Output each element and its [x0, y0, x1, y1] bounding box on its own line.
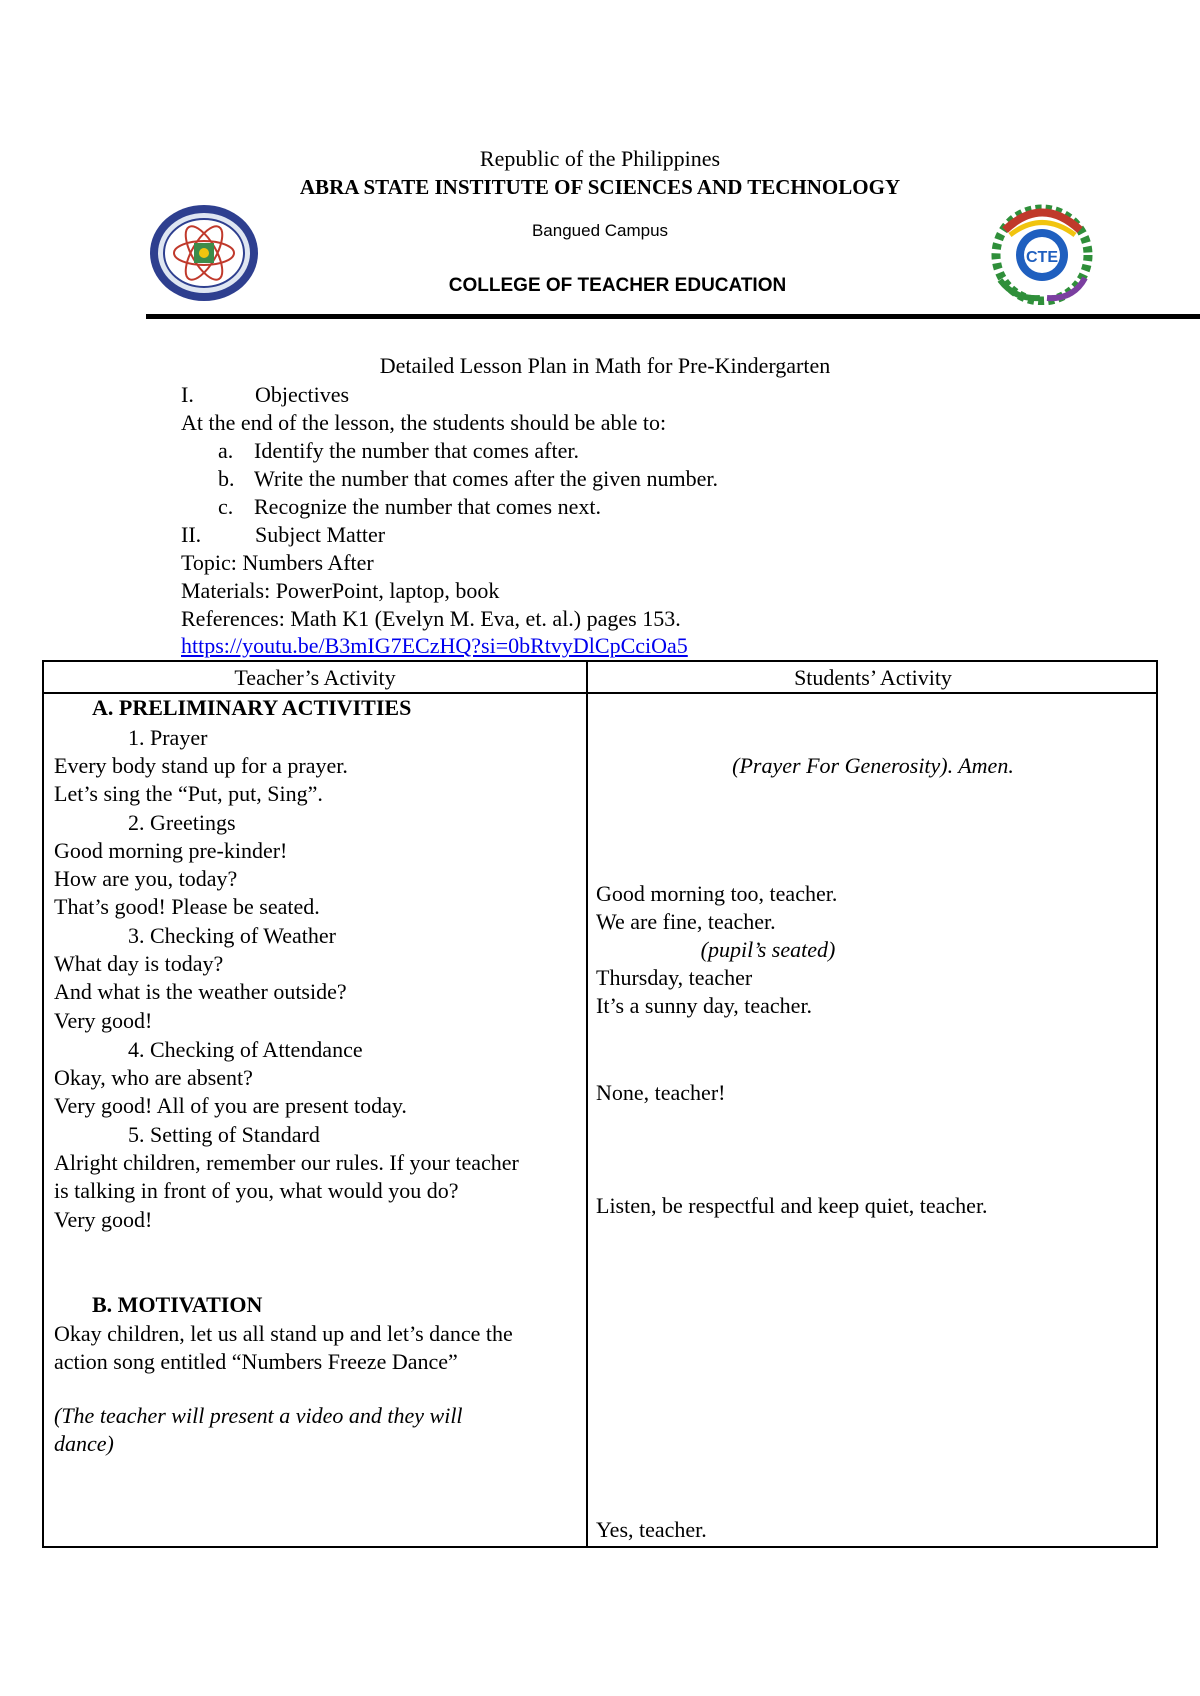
student-line: Good morning too, teacher. [596, 881, 838, 906]
objective-item [218, 438, 579, 464]
teacher-line: And what is the weather outside? [54, 979, 347, 1004]
weather-heading: 3. Checking of Weather [128, 923, 336, 948]
objective-item [218, 466, 718, 492]
header-row-divider [44, 692, 1156, 694]
teacher-line: That’s good! Please be seated. [54, 894, 320, 919]
student-note: (pupil’s seated) [700, 937, 836, 962]
student-line: Listen, be respectful and keep quiet, teacher. [596, 1193, 988, 1218]
teacher-line: action song entitled “Numbers Freeze Dance” [54, 1349, 458, 1374]
prayer-heading: 1. Prayer [128, 725, 208, 750]
teacher-line: Alright children, remember our rules. If your teacher [54, 1150, 519, 1175]
objective-text: Identify the number that comes after. [254, 438, 579, 463]
cte-logo-icon [985, 200, 1100, 305]
objective-letter: c. [218, 494, 234, 519]
objectives-numeral: I. [181, 382, 194, 407]
teacher-note: dance) [54, 1431, 114, 1456]
teacher-line: Very good! All of you are present today. [54, 1093, 407, 1118]
objective-item [218, 494, 601, 520]
section-b-heading: B. MOTIVATION [92, 1292, 263, 1317]
attendance-heading: 4. Checking of Attendance [128, 1037, 363, 1062]
college-name: COLLEGE OF TEACHER EDUCATION [448, 275, 787, 296]
teacher-line: Very good! [54, 1207, 153, 1232]
objectives-heading-text: Objectives [255, 382, 350, 407]
teacher-line: Every body stand up for a prayer. [54, 753, 348, 778]
institute-name: ABRA STATE INSTITUTE OF SCIENCES AND TECHNOLOGY [299, 175, 901, 199]
greetings-heading: 2. Greetings [128, 810, 236, 835]
objective-text: Write the number that comes after the given number. [254, 466, 719, 491]
objective-letter: a. [218, 438, 234, 463]
teacher-line: Good morning pre-kinder! [54, 838, 288, 863]
topic-line: Topic: Numbers After [181, 550, 374, 575]
materials-line: Materials: PowerPoint, laptop, book [181, 578, 500, 603]
teacher-line: Very good! [54, 1008, 153, 1033]
teacher-line: What day is today? [54, 951, 224, 976]
references-line: References: Math K1 (Evelyn M. Eva, et. al.) pages 153. [181, 606, 681, 631]
subject-matter-heading [181, 522, 385, 548]
subject-matter-heading-text: Subject Matter [255, 522, 386, 547]
activity-table [42, 660, 1158, 1548]
objectives-heading [181, 382, 349, 408]
section-a-heading: A. PRELIMINARY ACTIVITIES [92, 695, 412, 720]
campus-name: Bangued Campus [531, 221, 669, 240]
subject-matter-numeral: II. [181, 522, 202, 547]
school-seal-icon [148, 203, 260, 303]
teacher-line: Okay, who are absent? [54, 1065, 253, 1090]
standard-heading: 5. Setting of Standard [128, 1122, 320, 1147]
lesson-title: Detailed Lesson Plan in Math for Pre-Kindergarten [379, 353, 831, 378]
header-divider [146, 314, 1200, 319]
students-activity-header: Students’ Activity [794, 665, 952, 690]
column-divider [586, 662, 588, 1546]
teacher-line: How are you, today? [54, 866, 238, 891]
objective-letter: b. [218, 466, 235, 491]
student-line: Yes, teacher. [596, 1517, 707, 1542]
student-line: (Prayer For Generosity). Amen. [732, 753, 1014, 778]
objective-text: Recognize the number that comes next. [254, 494, 601, 519]
teacher-activity-header: Teacher’s Activity [234, 665, 396, 690]
teacher-line: is talking in front of you, what would you do? [54, 1178, 459, 1203]
reference-link[interactable]: https://youtu.be/B3mIG7ECzHQ?si=0bRtvyDlCpCciOa5 [181, 633, 688, 658]
svg-text:CTE: CTE [1026, 249, 1058, 266]
student-line: It’s a sunny day, teacher. [596, 993, 813, 1018]
student-line: Thursday, teacher [596, 965, 753, 990]
teacher-line: Let’s sing the “Put, put, Sing”. [54, 781, 323, 806]
student-line: None, teacher! [596, 1080, 726, 1105]
teacher-line: Okay children, let us all stand up and let’s dance the [54, 1321, 513, 1346]
student-line: We are fine, teacher. [596, 909, 776, 934]
teacher-note: (The teacher will present a video and they will [54, 1403, 463, 1428]
objectives-intro: At the end of the lesson, the students should be able to: [181, 410, 667, 435]
republic-line: Republic of the Philippines [479, 146, 721, 171]
